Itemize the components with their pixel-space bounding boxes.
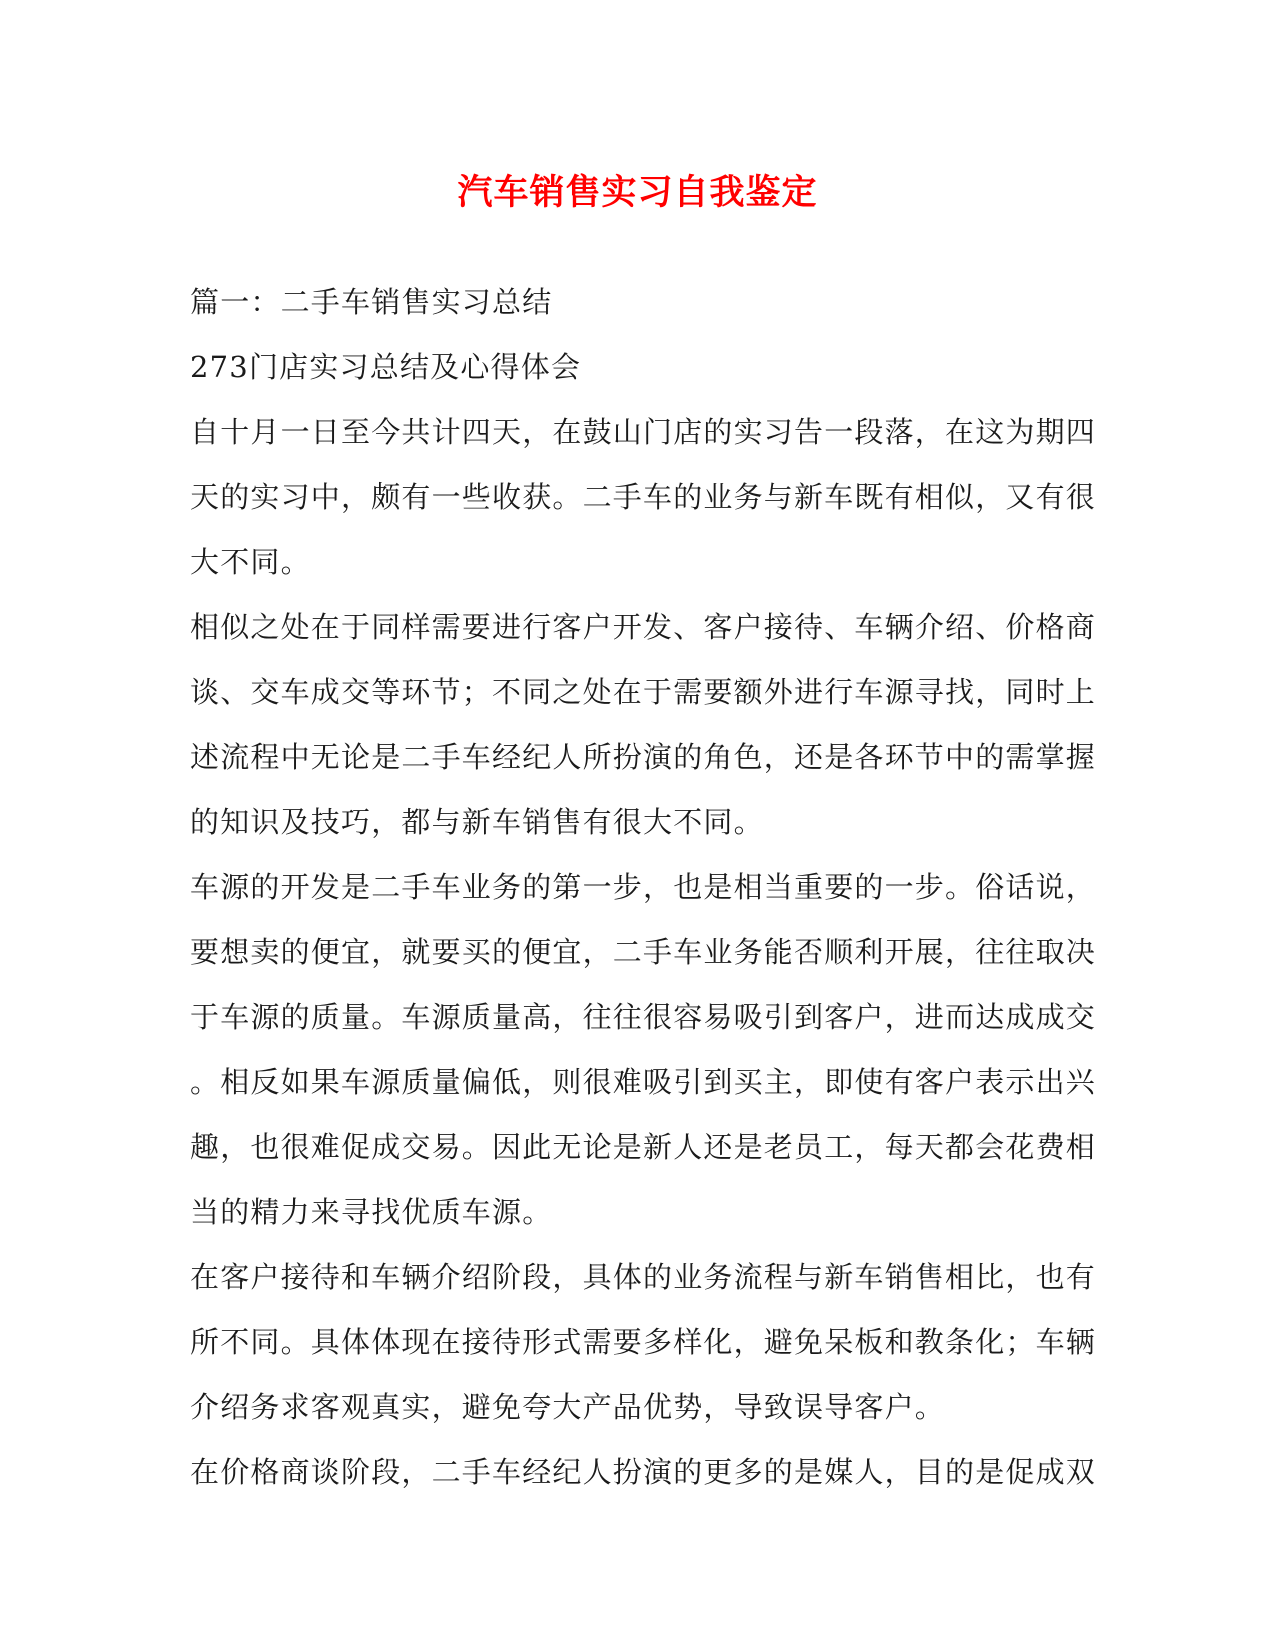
text-line: 趣，也很难促成交易。因此无论是新人还是老员工，每天都会花费相	[190, 1130, 1097, 1164]
text-line: 天的实习中，颇有一些收获。二手车的业务与新车既有相似，又有很	[190, 480, 1097, 514]
text-line: 自十月一日至今共计四天，在鼓山门店的实习告一段落，在这为期四	[190, 415, 1097, 449]
text-line: 当的精力来寻找优质车源。	[190, 1195, 553, 1229]
text-line: 273门店实习总结及心得体会	[190, 350, 582, 384]
text-line: 在客户接待和车辆介绍阶段，具体的业务流程与新车销售相比，也有	[190, 1260, 1097, 1294]
text-line: 谈、交车成交等环节；不同之处在于需要额外进行车源寻找，同时上	[190, 675, 1097, 709]
text-line: 述流程中无论是二手车经纪人所扮演的角色，还是各环节中的需掌握	[190, 740, 1097, 774]
text-line: 要想卖的便宜，就要买的便宜，二手车业务能否顺利开展，往往取决	[190, 935, 1097, 969]
document-title: 汽车销售实习自我鉴定	[457, 172, 818, 213]
text-line: 大不同。	[190, 545, 311, 579]
text-line: 车源的开发是二手车业务的第一步，也是相当重要的一步。俗话说，	[190, 870, 1097, 904]
text-line: 的知识及技巧，都与新车销售有很大不同。	[190, 805, 764, 839]
text-line: 篇一：二手车销售实习总结	[190, 285, 553, 319]
text-line: 相似之处在于同样需要进行客户开发、客户接待、车辆介绍、价格商	[190, 610, 1097, 644]
text-line: 介绍务求客观真实，避免夸大产品优势，导致误导客户。	[190, 1390, 946, 1424]
document-body	[190, 280, 1097, 1515]
text-line: 于车源的质量。车源质量高，往往很容易吸引到客户，进而达成成交	[190, 1000, 1097, 1034]
text-line: 在价格商谈阶段，二手车经纪人扮演的更多的是媒人，目的是促成双	[190, 1455, 1097, 1489]
text-line: 所不同。具体体现在接待形式需要多样化，避免呆板和教条化；车辆	[190, 1325, 1097, 1359]
text-line: 。相反如果车源质量偏低，则很难吸引到买主，即使有客户表示出兴	[190, 1065, 1097, 1099]
